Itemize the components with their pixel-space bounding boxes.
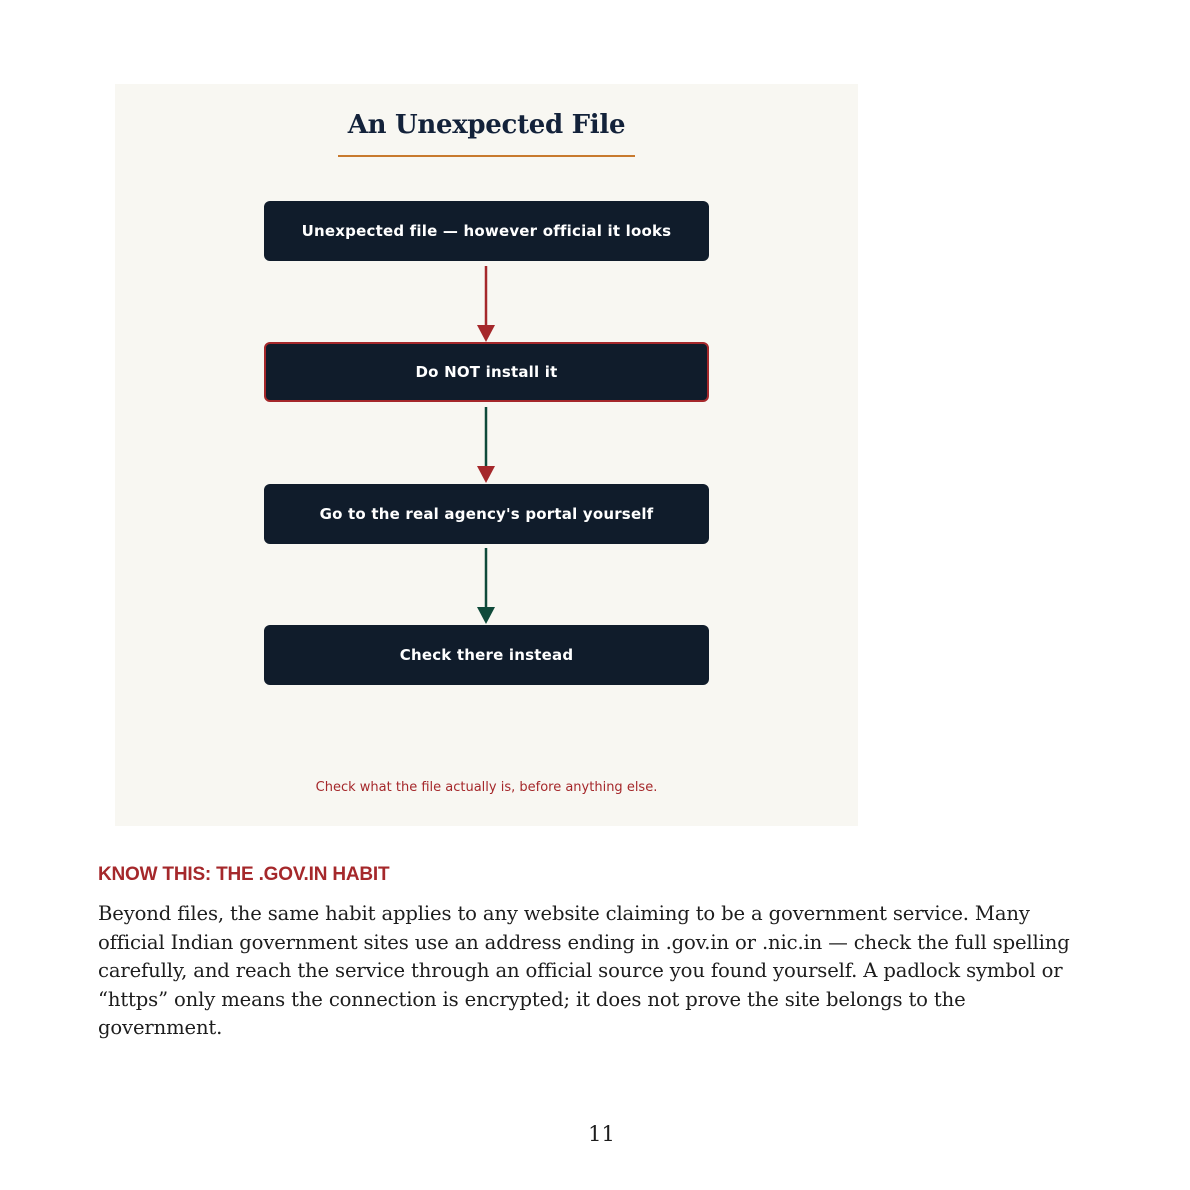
step-check-there: Check there instead xyxy=(264,625,709,685)
step-go-to-portal: Go to the real agency's portal yourself xyxy=(264,484,709,544)
section-body: Beyond files, the same habit applies to any website claiming to be a government service. Many official Indian government sites use an address ending in .gov.in or .nic.in — check the full spelling carefully, and reach the service through an official source you found yourself. A padlock symbol or “https” only means the connection is encrypted; it does not prove the site belongs to the government. xyxy=(98,902,1070,1040)
arrow-2 xyxy=(477,407,495,483)
figure-caption: Check what the file actually is, before anything else. xyxy=(315,780,658,795)
step-do-not-install: Do NOT install it xyxy=(264,342,709,402)
arrow-1 xyxy=(477,266,495,342)
arrow-3 xyxy=(477,548,495,624)
section-heading: KNOW THIS: THE .GOV.IN HABIT xyxy=(98,864,390,885)
figure-title: An Unexpected File xyxy=(347,110,626,140)
page-number: 11 xyxy=(588,1122,615,1146)
step-unexpected-file: Unexpected file — however official it looks xyxy=(264,201,709,261)
